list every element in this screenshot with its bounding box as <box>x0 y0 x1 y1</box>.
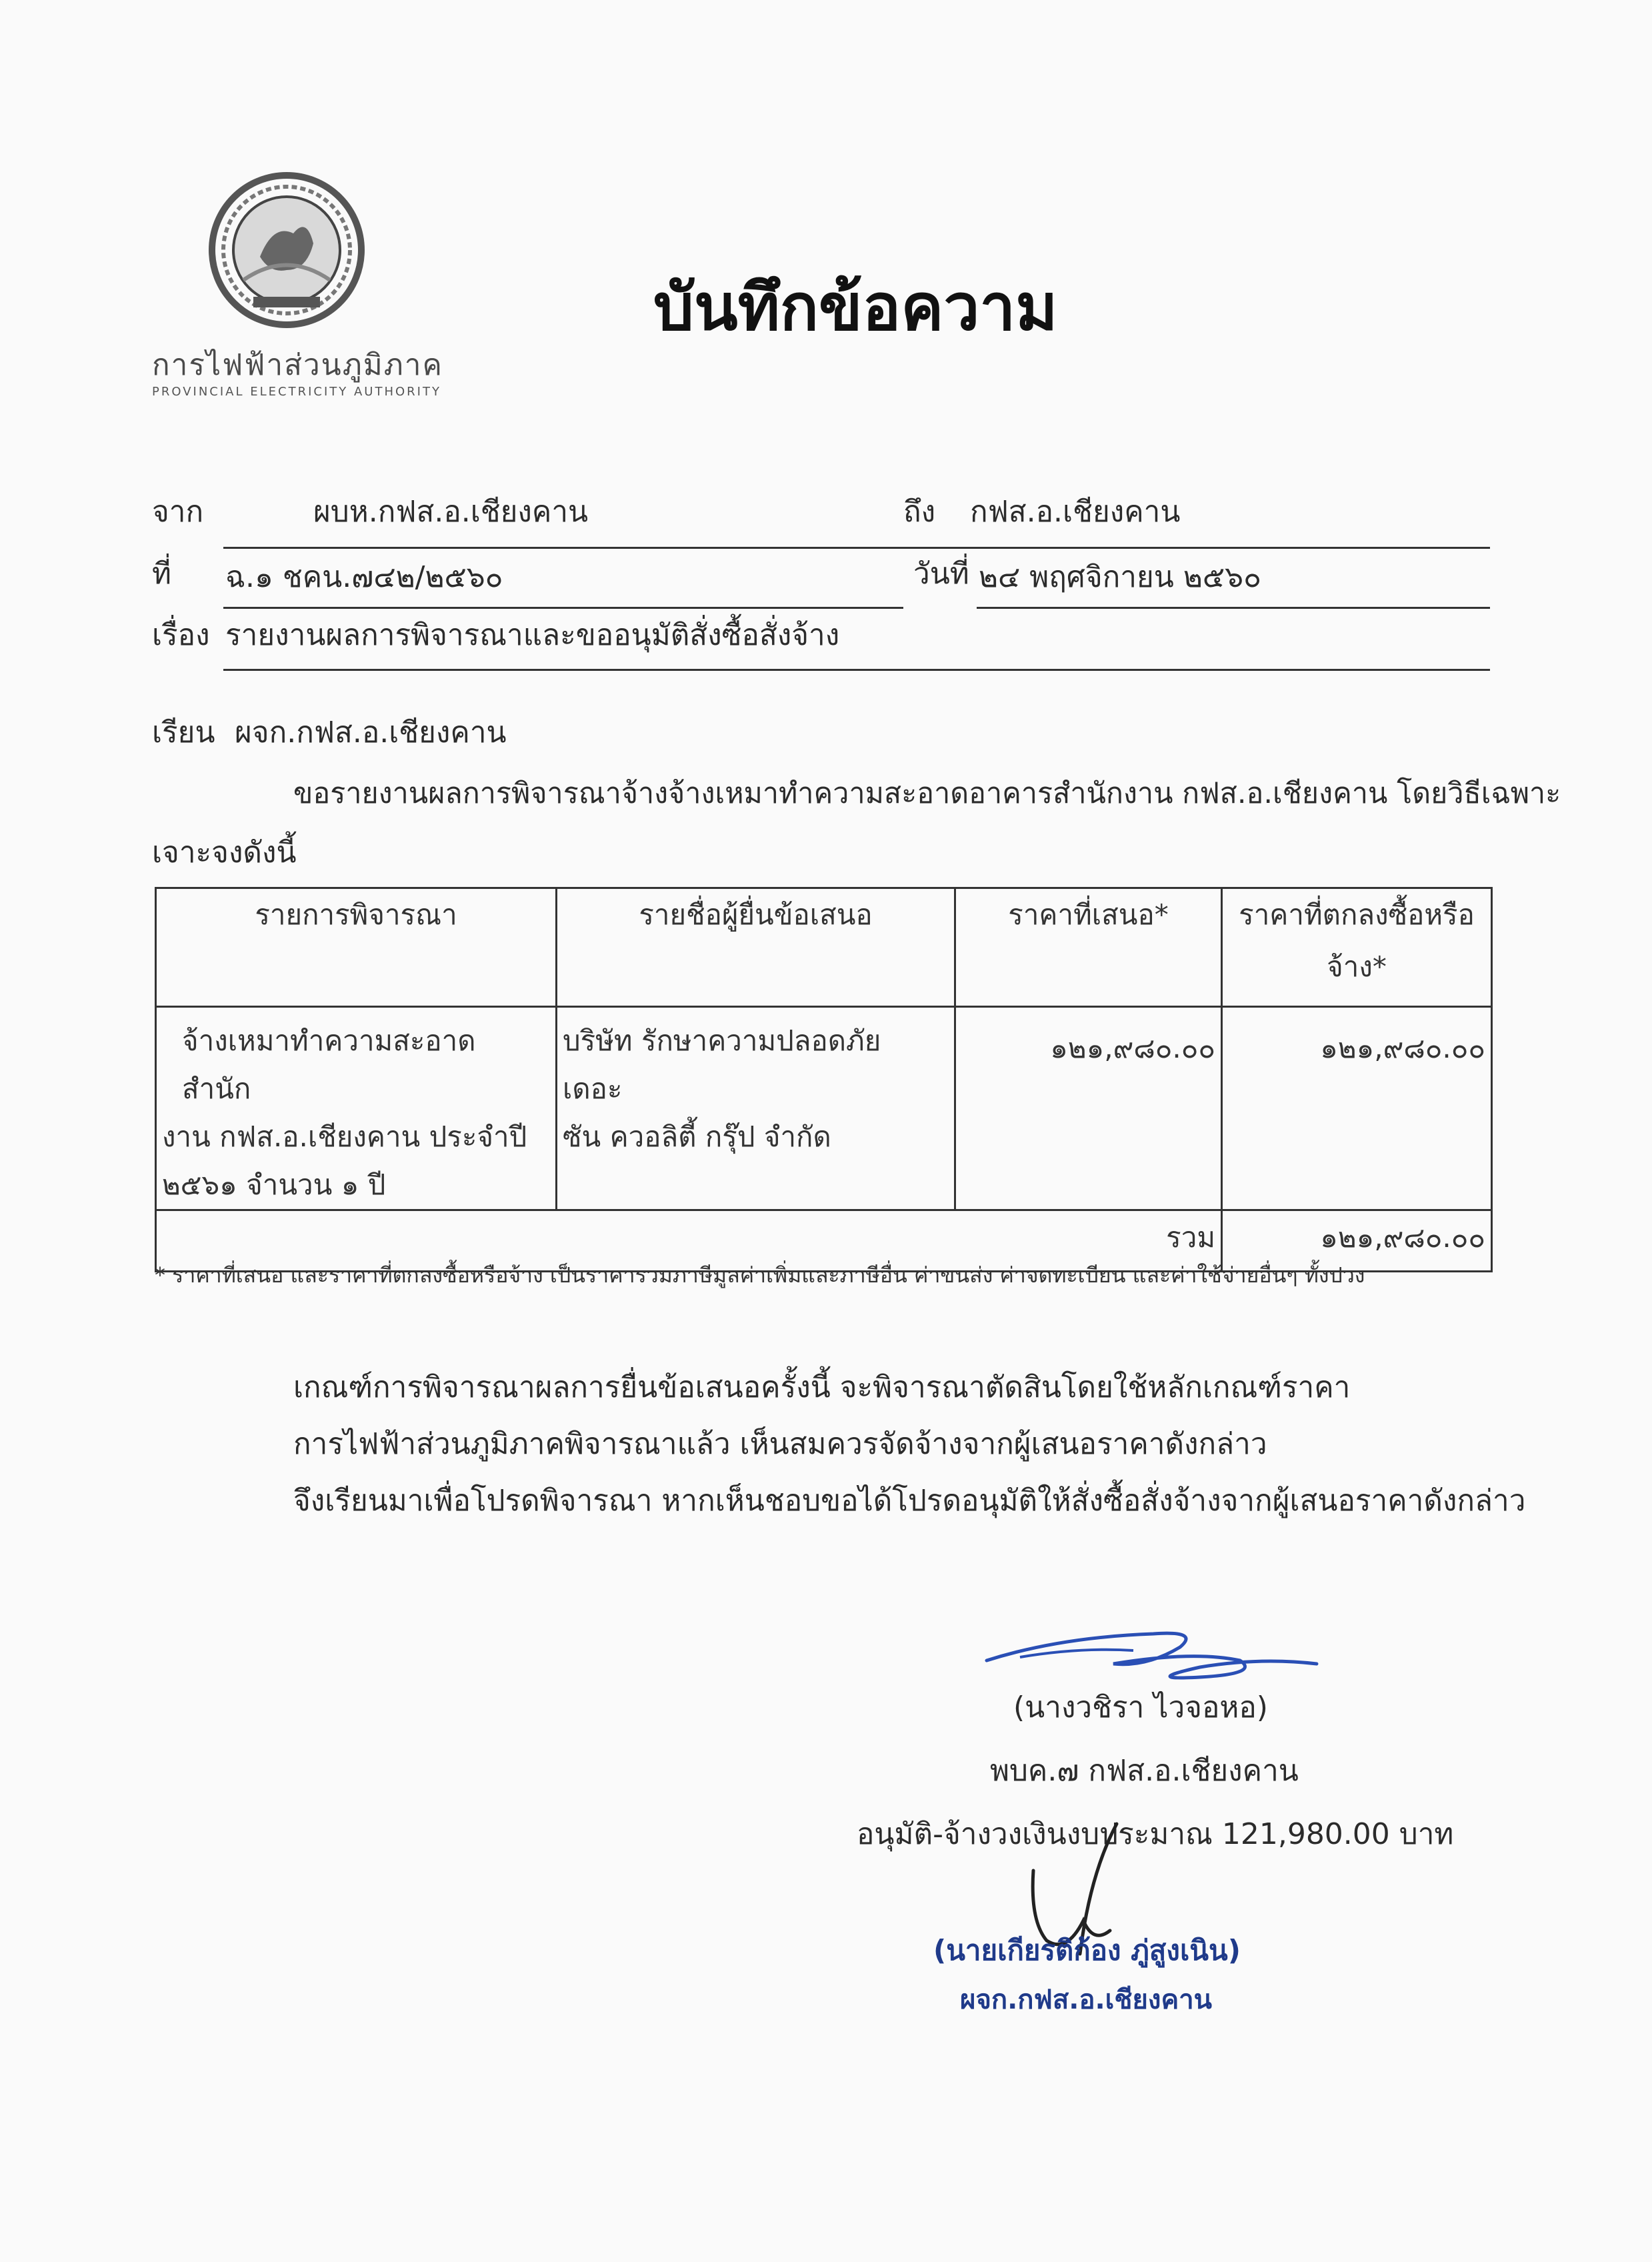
total-value: ๑๒๑,๙๘๐.๐๐ <box>1222 1210 1492 1272</box>
bid-comparison-table <box>155 887 1493 1272</box>
salutation-value: ผจก.กฟส.อ.เชียงคาน <box>235 716 507 750</box>
subject-label: เรื่อง <box>152 618 210 652</box>
offered-price-cell: ๑๒๑,๙๘๐.๐๐ <box>955 1007 1222 1210</box>
subject-underline <box>223 669 1490 671</box>
header-agreed-price <box>1222 888 1492 1007</box>
table-header-row <box>156 888 1492 1007</box>
header-agreed-price-line1: ราคาที่ตกลงซื้อหรือ <box>1239 898 1475 931</box>
intro-line-2: เจาะจงดังนี้ <box>152 836 297 870</box>
agreed-price-cell: ๑๒๑,๙๘๐.๐๐ <box>1222 1007 1492 1210</box>
from-label: จาก <box>152 495 204 529</box>
total-label: รวม <box>156 1210 1222 1272</box>
signer-2-position: ผจก.กฟส.อ.เชียงคาน <box>960 1985 1213 2015</box>
from-value: ผบห.กฟส.อ.เชียงคาน <box>313 495 589 529</box>
signer-1-name: (นางวชิรา ไวจอหอ) <box>1013 1690 1268 1725</box>
org-name-english: PROVINCIAL ELECTRICITY AUTHORITY <box>152 385 441 399</box>
header-agreed-price-line2: จ้าง* <box>1327 950 1387 983</box>
to-label: ถึง <box>903 495 936 529</box>
date-label: วันที่ <box>913 557 969 591</box>
item-line-3: ๒๕๖๑ จำนวน ๑ ปี <box>162 1168 386 1201</box>
pea-logo-seal <box>207 170 367 330</box>
document-title: บันทึกข้อความ <box>653 270 1058 345</box>
price-footnote: * ราคาที่เสนอ และราคาที่ตกลงซื้อหรือจ้าง เป็นราคารวมภาษีมูลค่าเพิ่มและภาษีอื่น ค่าขนส่ง ค่าจดทะเบียน และค่าใช้จ่ายอื่นๆ ทั้งปวง <box>155 1262 1365 1288</box>
ref-underline <box>223 607 903 609</box>
approval-note: อนุมัติ-จ้างวงเงินงบประมาณ 121,980.00 บาท <box>857 1817 1454 1851</box>
date-value: ๒๔ พฤศจิกายน ๒๕๖๐ <box>979 560 1261 594</box>
item-cell <box>156 1007 557 1210</box>
signer-1-position: พบค.๗ กฟส.อ.เชียงคาน <box>990 1754 1299 1788</box>
signature-1-image <box>980 1610 1327 1690</box>
signer-2-name: (นายเกียรติก้อง ภู่สูงเนิน) <box>933 1934 1241 1967</box>
date-underline <box>977 607 1490 609</box>
closing-paragraph-2: การไฟฟ้าส่วนภูมิภาคพิจารณาแล้ว เห็นสมควรจัดจ้างจากผู้เสนอราคาดังกล่าว <box>293 1427 1267 1461</box>
closing-paragraph-1: เกณฑ์การพิจารณาผลการยื่นข้อเสนอครั้งนี้ จะพิจารณาตัดสินโดยใช้หลักเกณฑ์ราคา <box>293 1370 1351 1404</box>
bidder-line-1: บริษัท รักษาความปลอดภัย เดอะ <box>563 1024 881 1105</box>
bidder-line-2: ซัน ควอลิตี้ กรุ๊ป จำกัด <box>563 1120 831 1153</box>
ref-value: ฉ.๑ ชคน.๗๔๒/๒๕๖๐ <box>225 560 503 594</box>
header-bidder: รายชื่อผู้ยื่นข้อเสนอ <box>557 888 955 1007</box>
ref-label: ที่ <box>152 557 172 591</box>
salutation-label: เรียน <box>152 716 215 750</box>
table-row <box>156 1007 1492 1210</box>
from-to-underline <box>223 547 1490 549</box>
org-name-thai: การไฟฟ้าส่วนภูมิภาค <box>152 348 443 382</box>
item-line-1: จ้างเหมาทำความสะอาด สำนัก <box>182 1024 476 1105</box>
to-value: กฟส.อ.เชียงคาน <box>970 495 1181 529</box>
item-line-2: งาน กฟส.อ.เชียงคาน ประจำปี <box>162 1120 527 1153</box>
header-item: รายการพิจารณา <box>156 888 557 1007</box>
intro-line-1: ขอรายงานผลการพิจารณาจ้างจ้างเหมาทำความสะอาดอาคารสำนักงาน กฟส.อ.เชียงคาน โดยวิธีเฉพาะ <box>293 777 1561 810</box>
subject-value: รายงานผลการพิจารณาและขออนุมัติสั่งซื้อสั่งจ้าง <box>225 618 840 652</box>
closing-paragraph-3: จึงเรียนมาเพื่อโปรดพิจารณา หากเห็นชอบขอได้โปรดอนุมัติให้สั่งซื้อสั่งจ้างจากผู้เสนอราคาดังกล่าว <box>293 1484 1526 1518</box>
bidder-cell <box>557 1007 955 1210</box>
header-offered-price: ราคาที่เสนอ* <box>955 888 1222 1007</box>
